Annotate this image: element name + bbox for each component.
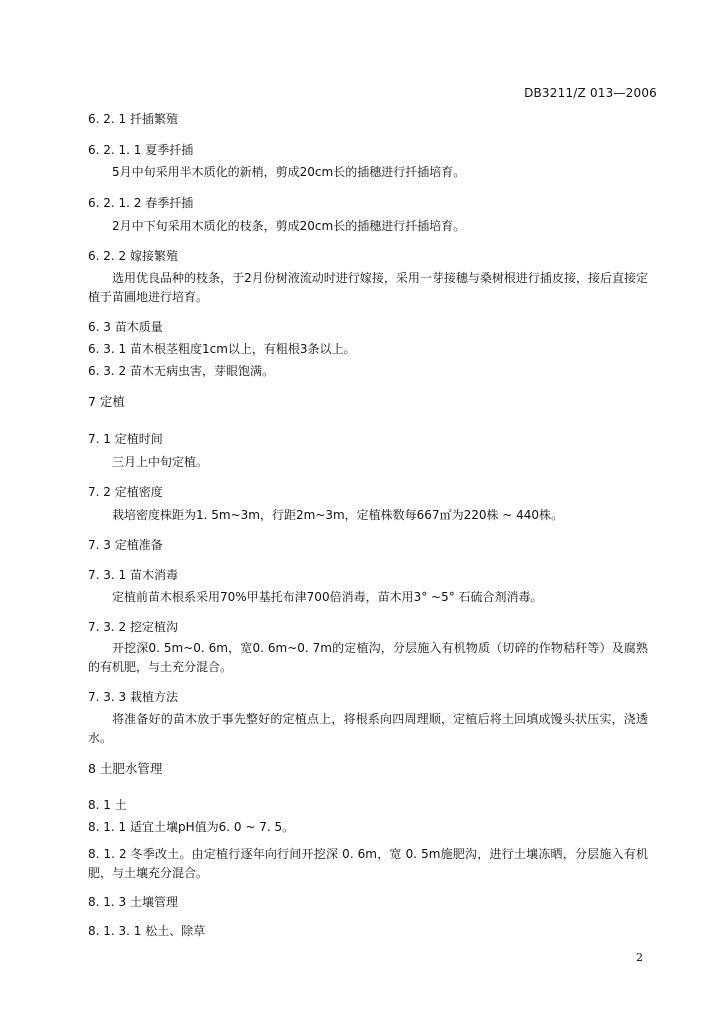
section-7-3: 7. 3 定植准备 (88, 538, 163, 552)
section-6-3: 6. 3 苗木质量 (88, 320, 163, 334)
section-6-2-2: 6. 2. 2 嫁接繁殖 (88, 249, 178, 263)
paragraph-7-3-1: 定植前苗木根系采用70%甲基托布津700倍消毒，苗木用3° ~5° 石硫合剂消毒。 (112, 590, 543, 604)
chapter-7: 7 定植 (88, 394, 125, 409)
standard-code: DB3211/Z 013—2006 (524, 86, 657, 100)
paragraph-6-2-1-1: 5月中旬采用半木质化的新梢，剪成20cm长的插穗进行扦插培育。 (112, 165, 466, 179)
section-8-1-1: 8. 1. 1 适宜土壤pH值为6. 0 ~ 7. 5。 (88, 820, 295, 834)
section-6-2-1-2: 6. 2. 1. 2 春季扦插 (88, 196, 194, 210)
section-8-1: 8. 1 土 (88, 798, 127, 812)
paragraph-7-3-2: 开挖深0. 5m~0. 6m，宽0. 6m~0. 7m的定植沟，分层施入有机物质（切碎的作物秸秆等）及腐熟的有机肥，与土充分混合。 (88, 641, 648, 674)
section-8-1-2: 8. 1. 2 冬季改土。由定植行逐年向行间开挖深 0. 6m，宽 0. 5m施肥沟，进行土壤冻晒，分层施入有机肥，与土壤充分混合。 (88, 847, 648, 880)
chapter-8: 8 土肥水管理 (88, 761, 163, 776)
section-8-1-3: 8. 1. 3 土壤管理 (88, 895, 178, 909)
section-7-3-3: 7. 3. 3 栽植方法 (88, 690, 178, 704)
section-7-2: 7. 2 定植密度 (88, 485, 163, 499)
section-6-2-1: 6. 2. 1 扦插繁殖 (88, 112, 178, 126)
section-7-1: 7. 1 定植时间 (88, 432, 163, 446)
section-6-2-1-1: 6. 2. 1. 1 夏季扦插 (88, 143, 194, 157)
section-6-3-1: 6. 3. 1 苗木根茎粗度1cm以上，有粗根3条以上。 (88, 342, 356, 356)
section-8-1-3-1: 8. 1. 3. 1 松土、除草 (88, 924, 206, 938)
paragraph-7-3-3: 将准备好的苗木放于事先整好的定植点上，将根系向四周理顺，定植后将土回填成馒头状压实，浇透水。 (88, 712, 648, 745)
paragraph-7-1: 三月上中旬定植。 (112, 455, 209, 469)
section-7-3-1: 7. 3. 1 苗木消毒 (88, 568, 178, 582)
page-number: 2 (636, 951, 643, 964)
section-6-3-2: 6. 3. 2 苗木无病虫害，芽眼饱满。 (88, 364, 274, 378)
section-7-3-2: 7. 3. 2 挖定植沟 (88, 620, 178, 634)
paragraph-6-2-1-2: 2月中下旬采用木质化的枝条，剪成20cm长的插穗进行扦插培育。 (112, 219, 466, 233)
paragraph-6-2-2: 选用优良品种的枝条，于2月份树液流动时进行嫁接，采用一芽接穗与桑树根进行插皮接，接后直接定植于苗圃地进行培育。 (88, 271, 648, 304)
paragraph-7-2: 栽培密度株距为1. 5m~3m，行距2m~3m，定植株数每667㎡为220株 ~ 440株。 (112, 508, 564, 522)
